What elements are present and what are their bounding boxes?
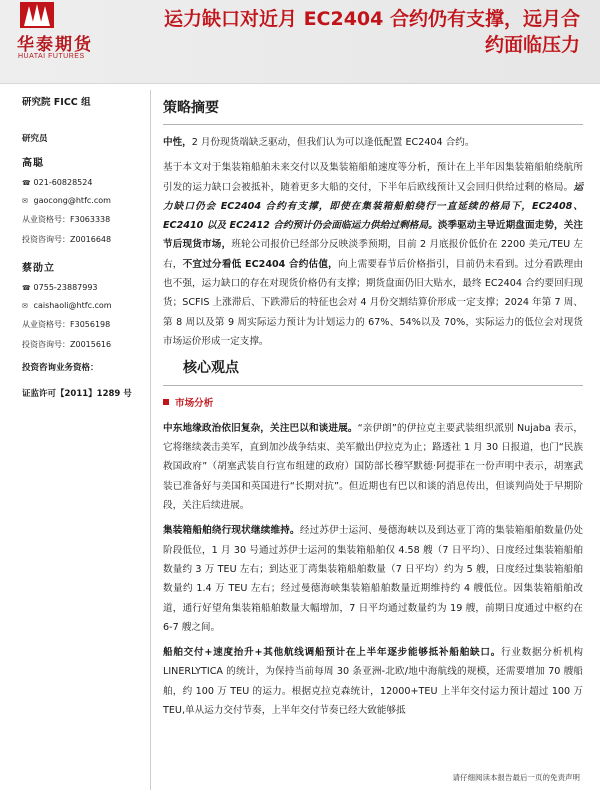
analyst-name: 蔡劭立 [22,263,55,274]
section-title-strategy: 策略摘要 [163,100,219,116]
report-title-line-2: 约面临压力 [484,34,580,56]
column-divider [150,90,151,790]
huatai-logo-icon [20,2,54,28]
strategy-paragraph-1: 中性，2 月份现货端缺乏驱动，但我们认为可以逢低配置 EC2404 合约。 [163,137,475,148]
email-icon: ✉ [22,302,28,310]
qualification-value: 证监许可【2011】1289 号 [22,389,132,399]
strategy-paragraph-2: 基于本文对于集装箱船舶未来交付以及集装箱船舶速度等分析，预计在上半年因集装箱船舶绕航所引发的运力缺口会被抵补，随着更多大船的交付，下半年后欧线预计又会回归供给过剩的格局。运力缺口仍会 EC2404 合约有支撑，即使在集装箱船舶绕行一直延续的格局下，EC2408、EC2410 以及 EC2412 合约预计仍会面临运力供给过剩格局。淡季驱动主导近期盘面走势，关注节后现货市场，班轮公司报价已经部分反映淡季预期，目前 2 月底报价低价在 2200 美元/TEU 左右，不宜过分看低 EC2404 合约估值，向上需要春节后价格指引，目前仍未看到。过分看跌理由也不强，运力缺口的存在对现货价格仍有支撑；期货盘面仍旧大贴水，最终 EC2404 合约要回归现货；SCFIS 上涨滞后、下跌滞后的特征也会对 4 月份交割结算价形成一定支撑；2024 年第 7 周、第 8 周以及第 9 周实际运力预计为计划运力的 67%、54%以及 70%，实际运力的低位会对现货市场运价形成一定支撑。 [163,162,583,347]
section-title-core-views: 核心观点 [183,360,239,377]
analyst-license: 从业资格号：F3056198 [22,320,111,329]
subsection-market-analysis: 市场分析 [163,394,583,413]
report-body [163,98,583,720]
logo-english-name: HUATAI FUTURES [18,53,85,60]
analyst-license: 从业资格号：F3063338 [22,215,111,224]
email-icon: ✉ [22,197,28,205]
market-paragraph-rerouting: 集装箱船舶绕行现状继续维持。经过苏伊士运河、曼德海峡以及到达亚丁湾的集装箱船舶数量仍处阶段低位，1 月 30 号通过苏伊士运河的集装箱船舶仅 4.58 艘（7 日平均）、日度经过集装箱船舶数量约 3 万 TEU 左右；到达亚丁湾集装箱船舶数量（7 日平均）约为 5 艘，日度经过集装箱船舶数量约 1.4 万 TEU 左右；经过曼德海峡集装箱船舶数量近期维持约 4 艘低位。因集装箱船舶改道，通行好望角集装箱船舶数量大幅增加，7 日平均通过数量约为 19 艘，前期日度通过中枢约在 6-7 艘之间。 [163,525,584,633]
report-header [0,0,600,84]
section-divider [163,385,583,386]
analyst-sidebar [22,92,140,399]
analyst-email[interactable]: ✉ caishaoli@htfc.com [22,301,112,310]
role-label: 研究员 [22,134,48,144]
analyst-invest-license: 投资咨询号：Z0016648 [22,235,112,244]
market-paragraph-geopolitics: 中东地缘政治依旧复杂，关注巴以和谈进展。“亲伊朗”的伊拉克主要武装组织派别 Nujaba 表示，它将继续袭击美军，直到加沙战争结束、美军撤出伊拉克为止；路透社 1 月 30 日报道，也门“民族救国政府”（胡塞武装自行宣布组建的政府）国防部长穆罕默德·阿提菲在一份声明中表示，胡塞武装已准备好与美国和英国进行“长期对抗”。但近期也有巴以和谈的消息传出，但谈判尚处于早期阶段，关注后续进展。 [163,422,584,512]
section-divider [163,124,583,125]
report-title-line-1: 运力缺口对近月 EC2404 合约仍有支撑，远月合 [163,8,580,30]
logo-chinese-name: 华泰期货 [17,35,93,55]
phone-icon: ☎ [22,284,31,292]
analyst-phone: ☎ 021-60828524 [22,178,93,187]
qualification-label: 投资咨询业务资格： [22,363,99,373]
square-bullet-icon [163,399,169,405]
department-label: 研究院 FICC 组 [22,97,91,108]
analyst-phone: ☎ 0755-23887993 [22,283,98,292]
analyst-email[interactable]: ✉ gaocong@htfc.com [22,196,111,205]
disclaimer-footer: 请仔细阅读本报告最后一页的免责声明 [452,773,580,782]
report-title [100,6,580,58]
market-paragraph-deliveries: 船舶交付+速度抬升+其他航线调船预计在上半年逐步能够抵补船舶缺口。行业数据分析机构 LINERLYTICA 的统计，为保持当前每周 30 条亚洲-北欧/地中海航线的规模，还需要增加 70 艘船舶，约 100 万 TEU 的运力。根据克拉克森统计，12000+TEU 上半年交付运力预计超过 100 万 TEU,单从运力交付节奏，上半年交付节奏已经大致能够抵 [163,647,584,717]
phone-icon: ☎ [22,179,31,187]
analyst-name: 高聪 [22,158,44,169]
analyst-invest-license: 投资咨询号：Z0015616 [22,340,112,349]
